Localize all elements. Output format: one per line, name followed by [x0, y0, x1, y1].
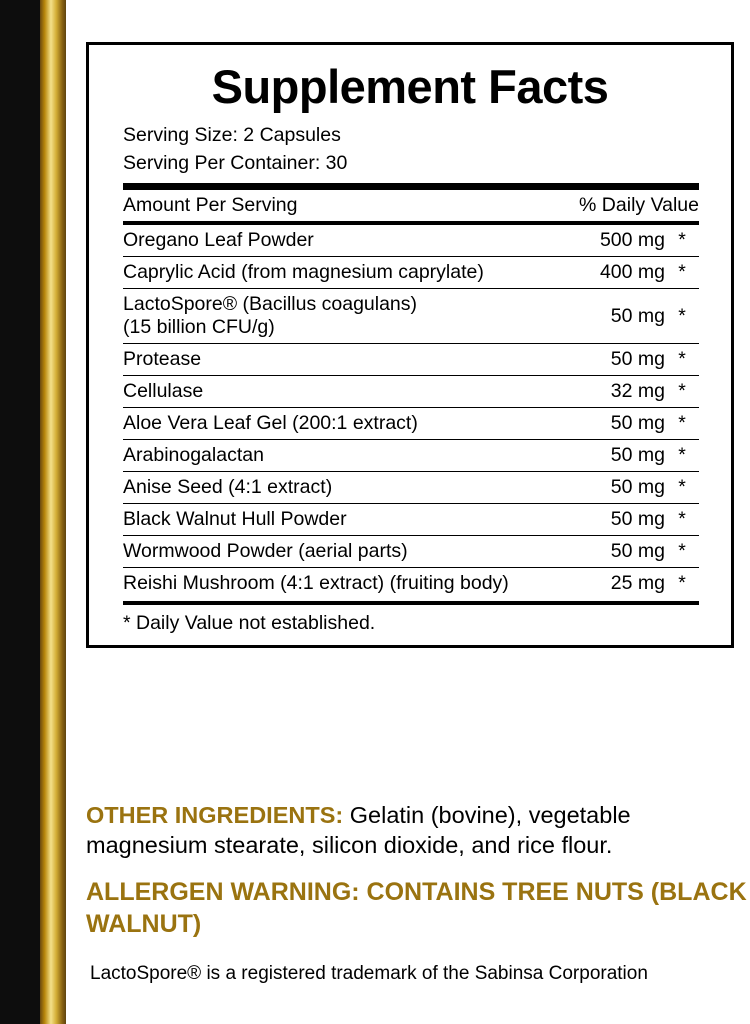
ingredient-dv: * [665, 223, 699, 257]
ingredient-dv: * [665, 376, 699, 408]
ingredient-dv: * [665, 344, 699, 376]
table-row [123, 289, 699, 344]
ingredient-amount: 25 mg [579, 568, 665, 600]
ingredient-name: LactoSpore® (Bacillus coagulans) [123, 293, 418, 316]
table-row [123, 408, 699, 440]
ingredient-name: Cellulase [123, 376, 579, 408]
ingredient-dv: * [665, 536, 699, 568]
supplement-facts-body [89, 122, 731, 635]
ingredient-name: Black Walnut Hull Powder [123, 504, 579, 536]
trademark-note: LactoSpore® is a registered trademark of the Sabinsa Corporation [90, 963, 648, 985]
ingredient-dv: * [665, 408, 699, 440]
nutrition-table [123, 190, 699, 599]
table-row [123, 344, 699, 376]
divider-thick-top [123, 183, 699, 190]
ingredient-amount: 32 mg [579, 376, 665, 408]
ingredient-name: Anise Seed (4:1 extract) [123, 472, 579, 504]
ingredient-name: Aloe Vera Leaf Gel (200:1 extract) [123, 408, 579, 440]
other-ingredients [82, 800, 750, 860]
table-row [123, 472, 699, 504]
serving-size: Serving Size: 2 Capsules [123, 124, 341, 146]
table-header-row [123, 190, 699, 223]
other-ingredients-label: OTHER INGREDIENTS: [86, 802, 344, 828]
label-content [82, 0, 750, 1024]
ingredient-amount: 50 mg [579, 440, 665, 472]
ingredient-dv: * [665, 289, 699, 344]
ingredient-amount: 400 mg [579, 257, 665, 289]
page-title: Supplement Facts [211, 60, 609, 113]
ingredient-dv: * [665, 440, 699, 472]
left-black-border [0, 0, 40, 1024]
left-gold-border [40, 0, 66, 1024]
left-white-gap [66, 0, 82, 1024]
label-footer [82, 800, 750, 987]
table-row [123, 440, 699, 472]
ingredient-amount: 500 mg [579, 223, 665, 257]
daily-value-footnote: * Daily Value not established. [123, 612, 376, 635]
ingredient-amount: 50 mg [579, 536, 665, 568]
daily-value-header: % Daily Value [579, 194, 699, 217]
table-row [123, 223, 699, 257]
ingredient-dv: * [665, 568, 699, 600]
ingredient-name: Oregano Leaf Powder [123, 223, 579, 257]
table-row [123, 257, 699, 289]
ingredient-amount: 50 mg [579, 504, 665, 536]
ingredient-name-secondline: (15 billion CFU/g) [123, 316, 275, 339]
table-row [123, 376, 699, 408]
ingredient-name: Arabinogalactan [123, 440, 579, 472]
ingredient-amount: 50 mg [579, 472, 665, 504]
ingredient-name-group [123, 289, 579, 344]
amount-per-serving-header: Amount Per Serving [123, 194, 298, 217]
ingredient-name: Wormwood Powder (aerial parts) [123, 536, 579, 568]
other-ingredients-text: Gelatin (bovine), vegetable magnesium stearate, silicon dioxide, and rice flour. [86, 802, 631, 859]
serving-per-container: Serving Per Container: 30 [123, 151, 348, 174]
table-row [123, 568, 699, 600]
ingredient-name: Protease [123, 344, 579, 376]
table-row [123, 536, 699, 568]
ingredient-amount: 50 mg [579, 289, 665, 344]
supplement-facts-panel [86, 42, 734, 648]
ingredient-name: Reishi Mushroom (4:1 extract) (fruiting body) [123, 568, 579, 600]
ingredient-dv: * [665, 257, 699, 289]
ingredient-dv: * [665, 472, 699, 504]
table-row [123, 504, 699, 536]
ingredient-amount: 50 mg [579, 344, 665, 376]
allergen-warning: ALLERGEN WARNING: CONTAINS TREE NUTS (BLACK WALNUT) [86, 878, 747, 939]
ingredient-dv: * [665, 504, 699, 536]
ingredient-name: Caprylic Acid (from magnesium caprylate) [123, 257, 579, 289]
ingredient-amount: 50 mg [579, 408, 665, 440]
